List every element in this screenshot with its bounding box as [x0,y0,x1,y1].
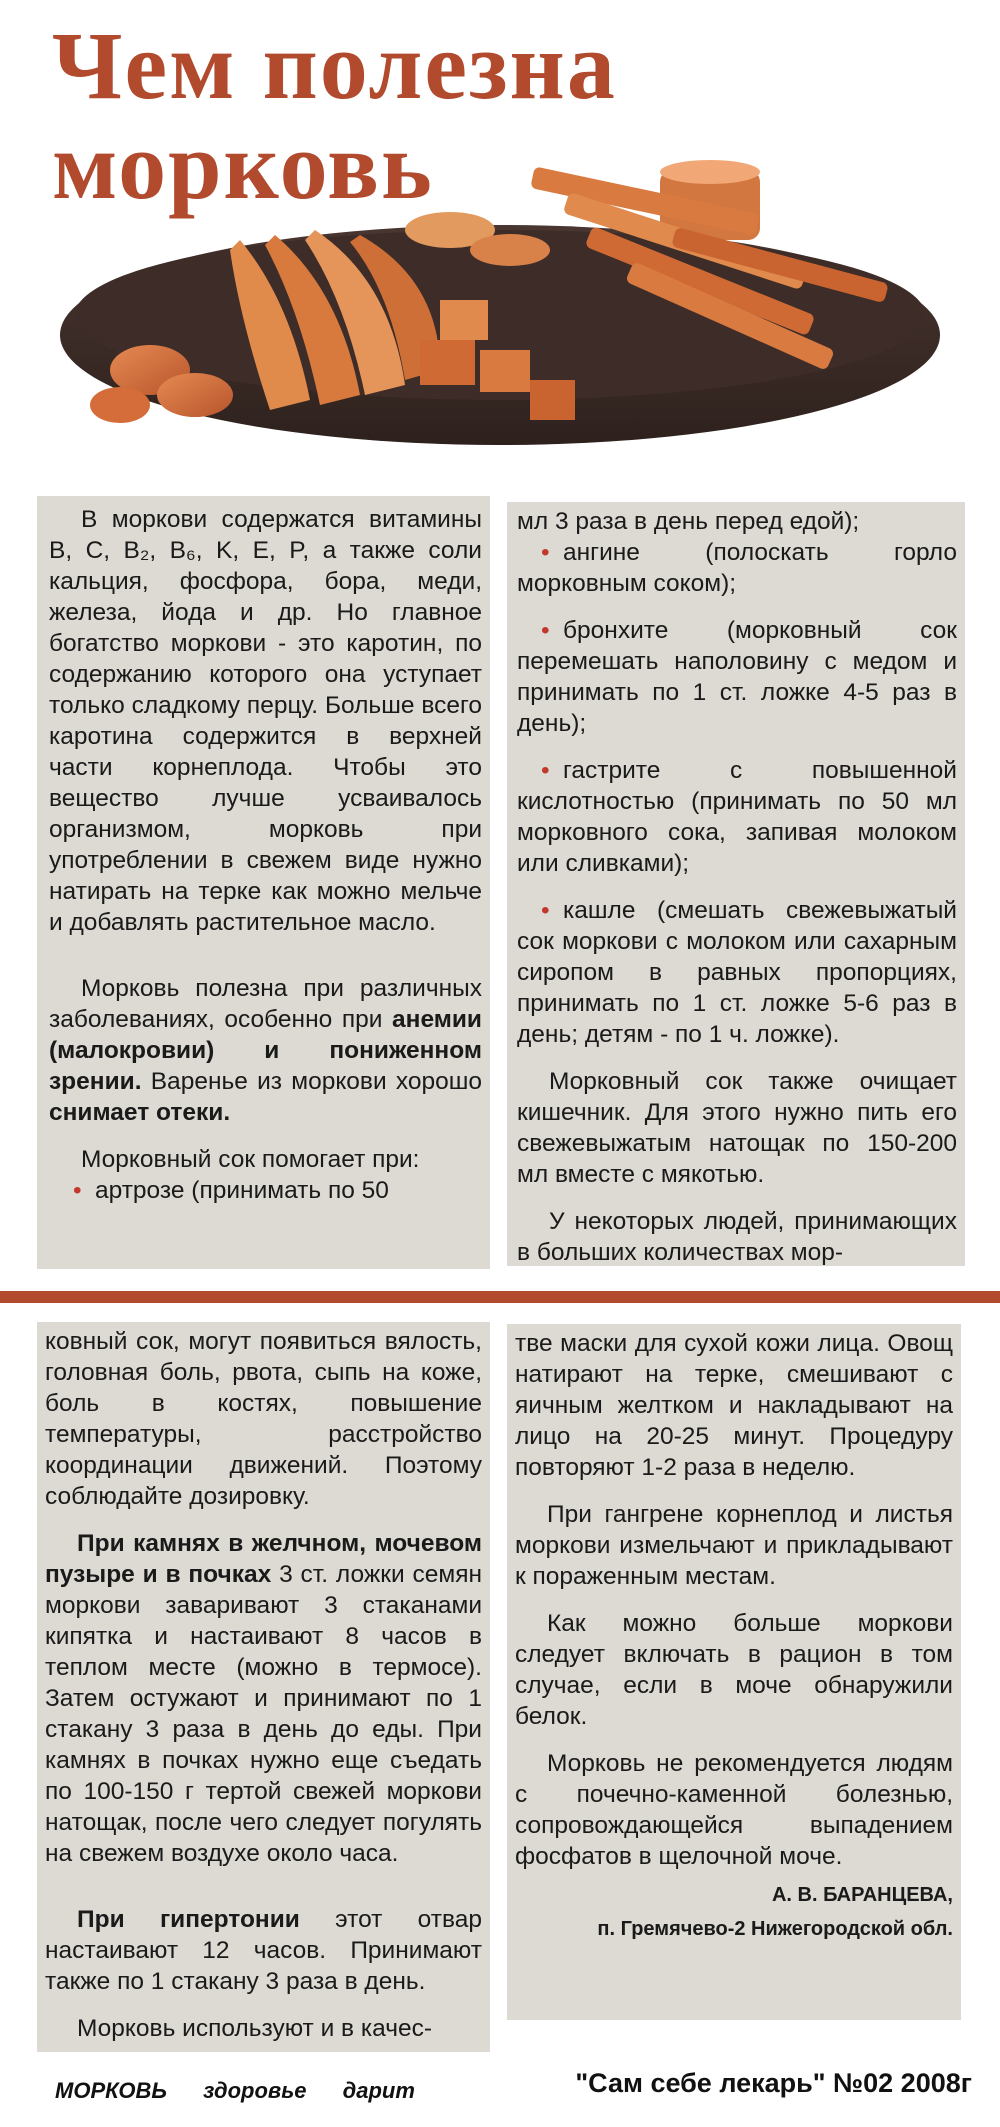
col3-paragraph-4: Морковь используют и в качес- [77,2015,433,2042]
footer-word-2: здоровье [203,2078,307,2103]
section-divider [0,1291,1000,1303]
col1-paragraph-2: Морковь полезна при различных заболеваниях, особенно при анемии (малокровии) и пониженном зрении. Варенье из моркови хорошо снимает отеки. [49,975,482,1126]
bullet-icon: • [541,617,550,644]
col2-bullet-4: • кашле (смешать свежевыжатый сок моркови с молоком или сахарным сиропом в равных пропорциях, принимать по 1 ст. ложке 5-6 раз в день; детям - по 1 ч. ложке). [517,897,957,1048]
col1-paragraph-1: В моркови содержатся витамины B, C, B₂, B₆, K, E, P, а также соли кальция, фосфора, бора, меди, железа, йода и др. Но главное богатство моркови - это каротин, по содержанию которого она уступает только сладкому перцу. Больше всего каротина содержится в верхней части корнеплода. Чтобы это вещество лучше усваивалось организмом, морковь при употреблении в свежем виде нужно натирать на терке как можно мельче и добавлять растительное масло. [49,506,482,936]
col1-bullet-1: • артрозе (принимать по 50 [49,1175,482,1206]
col3-paragraph-1: ковный сок, могут появиться вялость, головная боль, рвота, сыпь на коже, боль в костях, повышение температуры, расстройство координации движений. Поэтому соблюдайте дозировку. [45,1328,482,1510]
column-2 [507,502,965,1266]
col3-paragraph-2: При камнях в желчном, мочевом пузыре и в почках 3 ст. ложки семян моркови заваривают 3 стаканами кипятка и настаивают 8 часов в теплом месте (можно в термосе). Затем остужают и принимают по 1 стакану 3 раза в день до еды. При камнях в почках нужно еще съедать по 100-150 г тертой свежей моркови натощак, после чего следует погулять на свежем воздухе около часа. [45,1530,482,1867]
col2-paragraph-3: У некоторых людей, принимающих в больших количествах мор- [517,1208,957,1266]
footer-slogan [55,2078,445,2104]
footer-word-1: МОРКОВЬ [55,2078,167,2103]
bullet-icon: • [541,539,550,566]
col4-paragraph-1: тве маски для сухой кожи лица. Овощ натирают на терке, смешивают с яичным желтком и накладывают на лицо на 20-25 минут. Процедуру повторяют 1-2 раза в неделю. [515,1330,953,1481]
col2-bullet-1: • ангине (полоскать горло морковным соком); [517,539,957,597]
col2-bullet-2: • бронхите (морковный сок перемешать наполовину с медом и принимать по 1 ст. ложке 4-5 раз в день); [517,617,957,737]
footer-word-3: дарит [342,2078,415,2103]
bullet-icon: • [541,757,550,784]
author-location: п. Гремячево-2 Нижегородской обл. [597,1918,953,1940]
footer-source: "Сам себе лекарь" №02 2008г [575,2068,972,2098]
author-name: А. В. БАРАНЦЕВА, [771,1884,953,1906]
col4-paragraph-4: Морковь не рекомендуется людям с почечно-каменной болезнью, сопровождающейся выпадением фосфатов в щелочной моче. [515,1750,953,1870]
title-line-2: морковь [52,112,434,219]
col2-paragraph-2: Морковный сок также очищает кишечник. Для этого нужно пить его свежевыжатым натощак по 150-200 мл вместе с мякотью. [517,1068,957,1188]
bullet-icon: • [73,1177,82,1204]
col1-paragraph-3: Морковный сок помогает при: [81,1146,420,1173]
col4-paragraph-2: При гангрене корнеплод и листья моркови измельчают и прикладывают к пораженным местам. [515,1501,953,1590]
col2-bullet-3: • гастрите с повышенной кислотностью (принимать по 50 мл морковного сока, запивая молоком или сливками); [517,757,957,877]
column-4 [507,1324,961,2020]
column-3 [37,1322,490,2052]
column-1 [37,496,490,1269]
col3-paragraph-3: При гипертонии этот отвар настаивают 12 часов. Принимают также по 1 стакану 3 раза в день. [45,1906,482,1995]
col4-paragraph-3: Как можно больше моркови следует включать в рацион в том случае, если в моче обнаружили белок. [515,1610,953,1730]
bullet-icon: • [541,897,550,924]
title-line-1: Чем полезна [52,12,617,119]
col2-paragraph-1: мл 3 раза в день перед едой); [517,508,860,535]
carrots-photo [60,150,960,480]
